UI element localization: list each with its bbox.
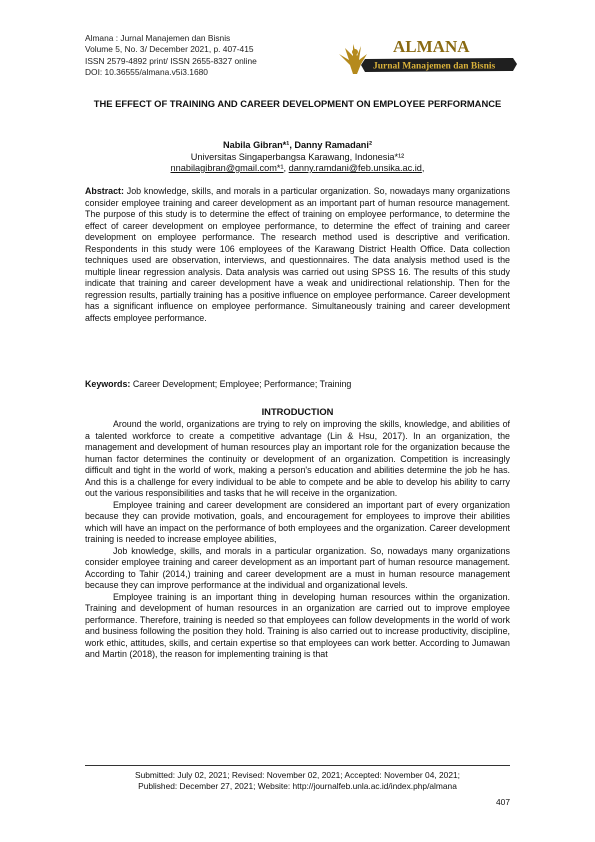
doi-info: DOI: 10.36555/almana.v5i3.1680 [85,66,208,77]
issn-info: ISSN 2579-4892 print/ ISSN 2655-8327 online [85,55,257,66]
keywords-text: Career Development; Employee; Performance; Training [132,379,352,389]
email-link-1[interactable]: nnabilagibran@gmail.com*¹ [170,163,284,173]
journal-logo [335,34,520,84]
paragraph: Job knowledge, skills, and morals in a particular organization. So, nowadays many organizations consider employee training and career development as an important part of human resource management. According to Tahir (2014,) training and career development are a must in human resource management because they can improve performance at the individual and organizational levels. [85,545,510,590]
keywords [85,379,510,391]
abstract [85,186,510,324]
journal-info [85,33,257,78]
logo-name: ALMANA [393,37,470,56]
keywords-label: Keywords: [85,379,131,389]
affiliation: Universitas Singaperbangsa Karawang, Indonesia*¹² [190,151,405,162]
journal-name: Almana : Jurnal Manajemen dan Bisnis [85,33,231,43]
footer [85,770,510,792]
volume-info: Volume 5, No. 3/ December 2021, p. 407-415 [85,44,254,55]
paragraph: Employee training is an important thing in developing human resources within the organization. Training and development of human resources in an organization are carried out to improve employee performance. Therefore, training is needed so that employees can follow developments in the world of work and business following the position they hold. Training is also carried out to increase productivity, discipline, work ethic, attitudes, skills, and certain expertise so that employees can work better. According to Jumawan and Martin (2018), the reason for implementing training is that [85,591,510,659]
submission-dates: Submitted: July 02, 2021; Revised: November 02, 2021; Accepted: November 04, 2021; [135,770,460,780]
publication-info: Published: December 27, 2021; Website: http://journalfeb.unla.ac.id/index.php/almana [138,781,457,791]
abstract-text: Job knowledge, skills, and morals in a particular organization. So, nowadays many organizations consider employee training and career development as an important part of human resource management. The purpose of this study is to determine the effect of training on employee performance, to determine the effect of career development on employee performance, to determine the effect of training and career development on employee performance. The research method used is descriptive and verification. Respondents in this study were 106 employees of the Karawang District Health Office. Data collection techniques used are observation, interviews, and questionnaires. The data analysis method used is the multiple linear regression analysis. Data analysis was carried out using SPSS 16. The results of this study indicate that training and career development have a weak and unidirectional relationship. Then for the regression results, partially training has a positive influence on employee performance. Career development has a significant influence on employee performance. Simultaneously training and career development affects employee performance. [85,186,510,323]
eagle-emblem-icon [339,44,367,74]
author-emails [85,163,510,175]
email-link-2[interactable]: danny.ramdani@feb.unsika.ac.id [288,163,422,173]
footer-divider [85,765,510,766]
page-number: 407 [496,797,510,807]
author-names: Nabila Gibran*¹, Danny Ramadani² [222,140,373,150]
abstract-label: Abstract: [85,186,124,196]
author-block [85,140,510,175]
paper-title: THE EFFECT OF TRAINING AND CAREER DEVELOPMENT ON EMPLOYEE PERFORMANCE [93,98,502,109]
logo-subtitle: Jurnal Manajemen dan Bisnis [373,61,496,72]
paragraph: Around the world, organizations are trying to rely on improving the skills, knowledge, and abilities of a talented workforce to create a competitive advantage (Lin & Hsu, 2017). In an organization, the management and development of human resources play an important role for the organization because the human factor determines the continuity or development of an organization. Competition is increasingly difficult and tight in the world of work, making a person's education and abilities determine the job he has. And this is a challenge for every individual to be able to compete and be able to develop his ability to carry out the various responsibilities and tasks that he will receive in the organization. [85,419,510,498]
section-heading-introduction: INTRODUCTION [261,406,334,417]
email-end: , [421,163,425,173]
email-separator: , [283,163,289,173]
paragraph: Employee training and career development are considered an important part of every organization because they can provide motivation, goals, and encouragement for employees to improve their abilities which will have an impact on the performance of both employees and the organization. Career development training is needed to increase employee abilities, [85,499,510,544]
introduction-body [85,419,510,661]
